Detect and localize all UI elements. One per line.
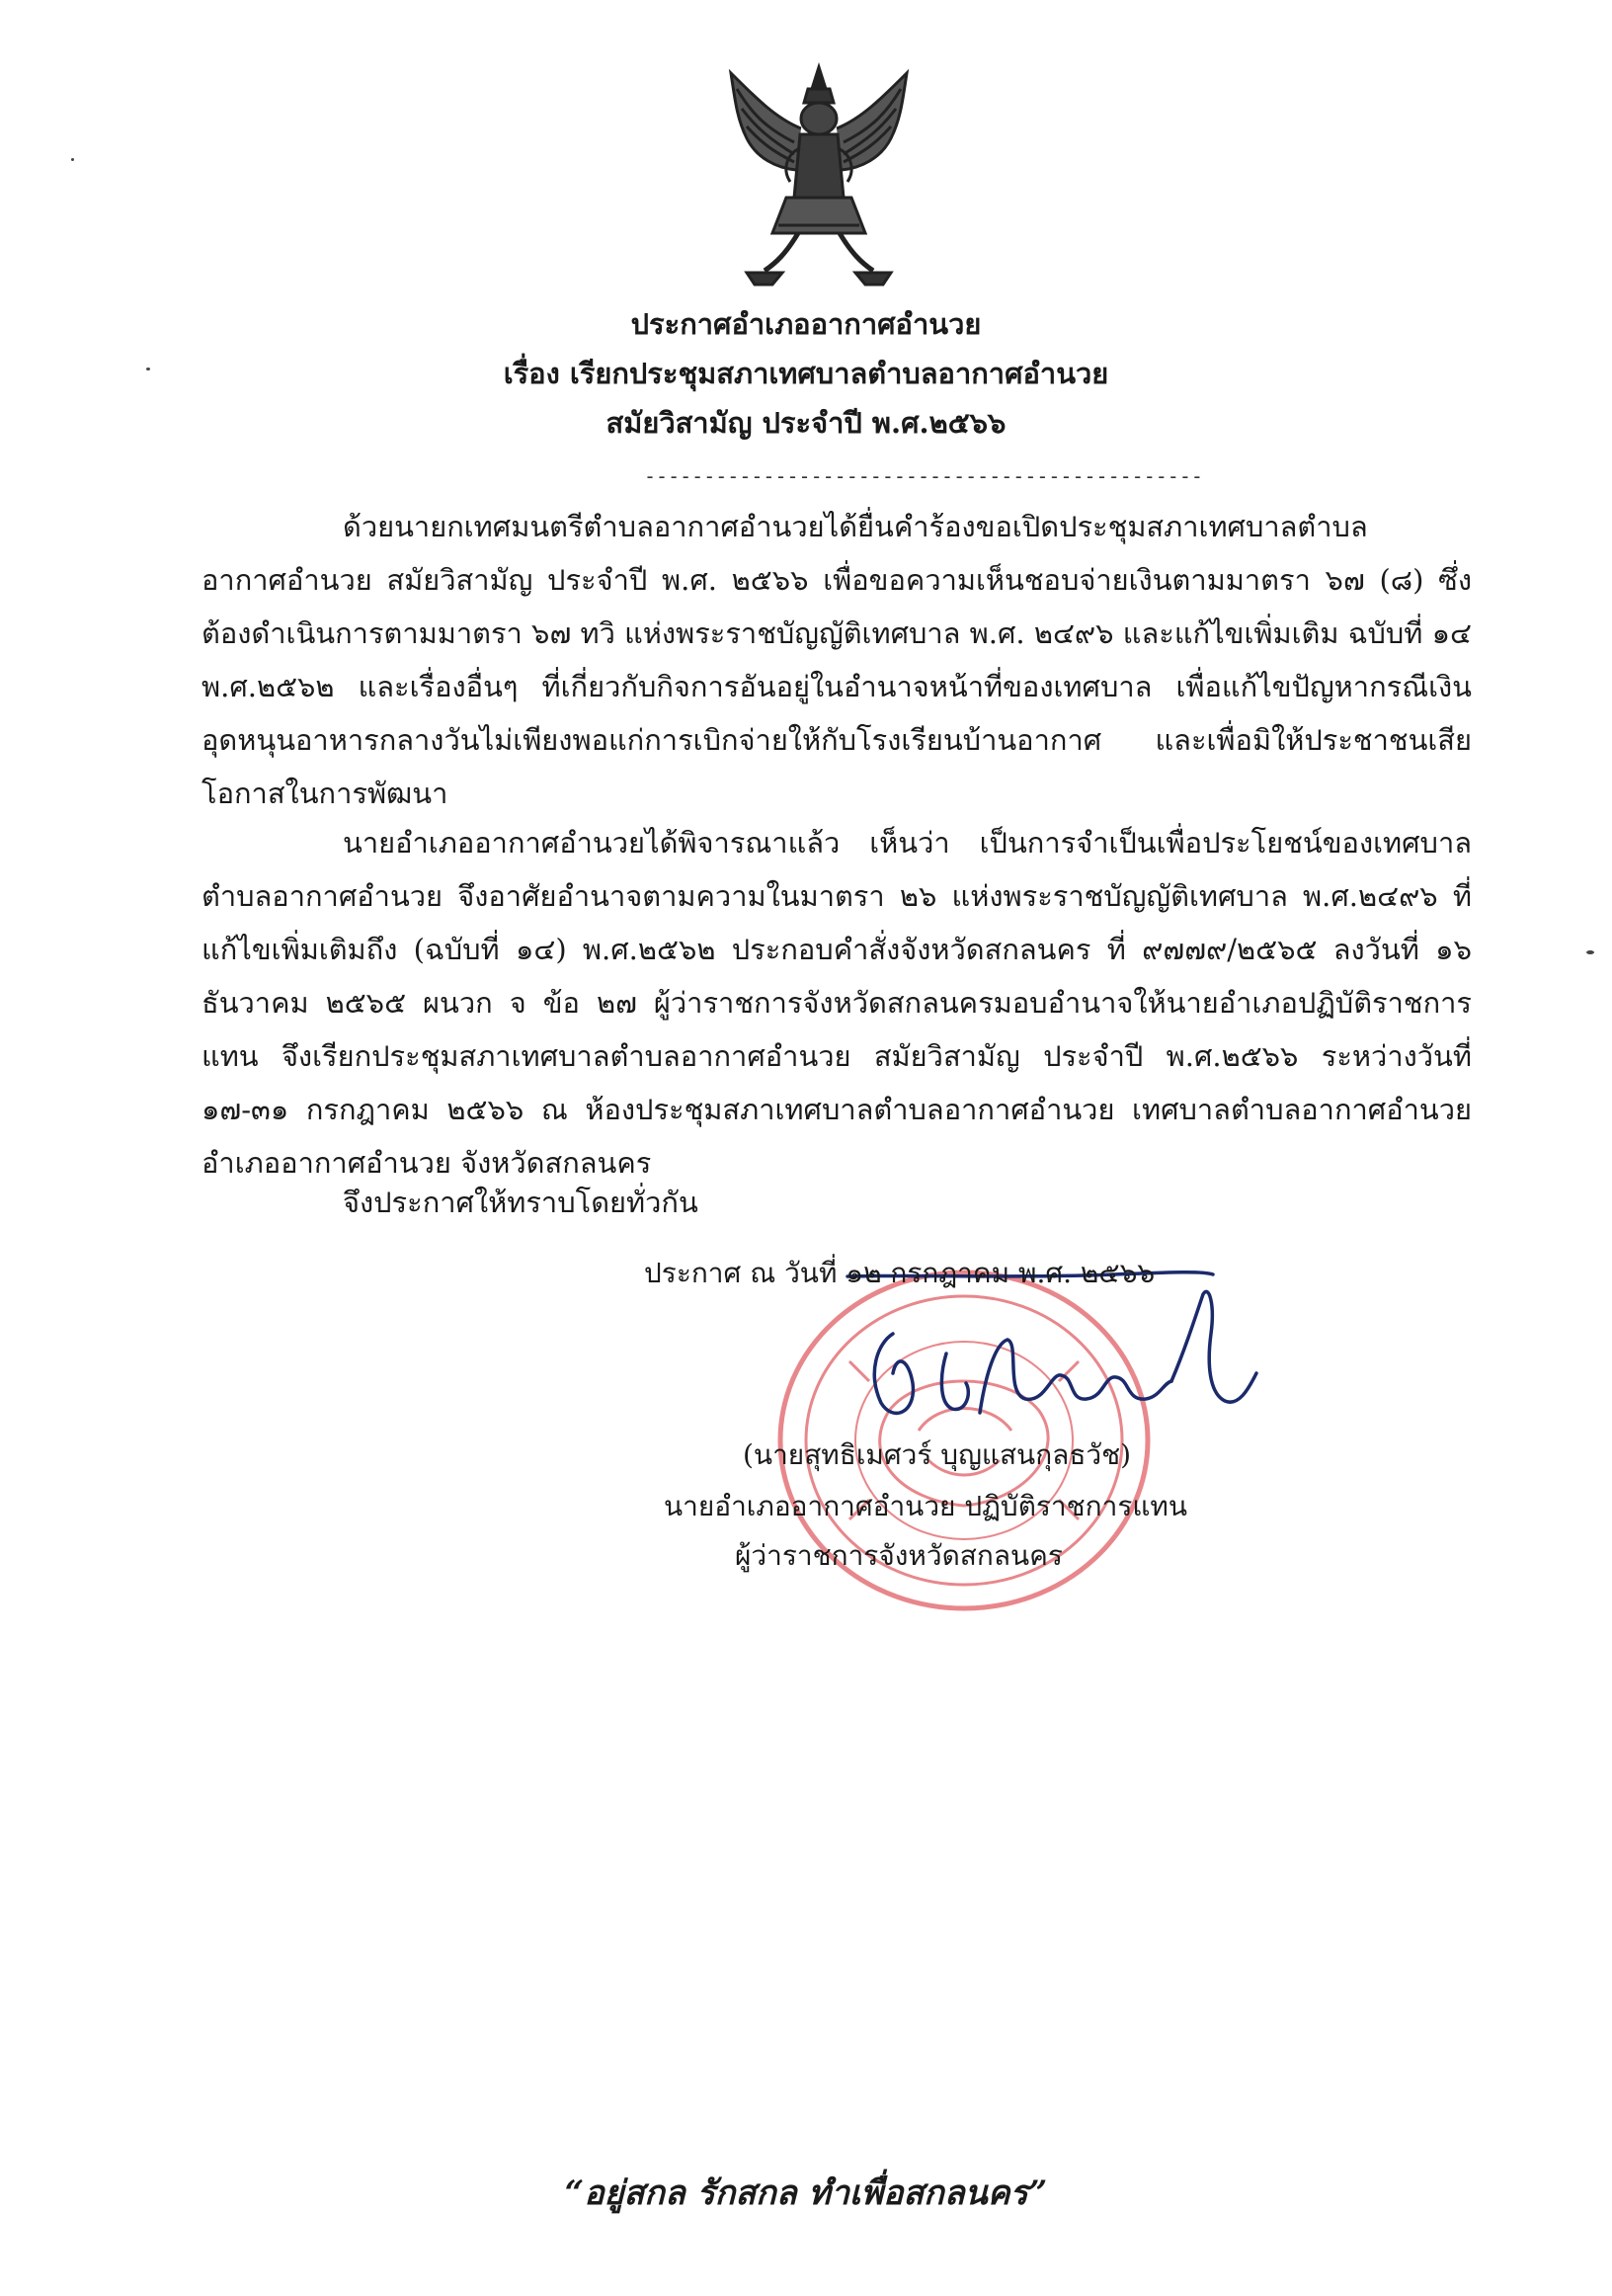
signer-position-line-2: ผู้ว่าราชการจังหวัดสกลนคร — [735, 1539, 1063, 1572]
garuda-emblem-icon — [717, 59, 921, 294]
heading-divider: ----------------------------------------------- — [644, 464, 1203, 488]
announcement-date: ประกาศ ณ วันที่ ๑๒ กรกฎาคม พ.ศ. ๒๕๖๖ — [644, 1257, 1156, 1289]
announcement-subject: เรื่อง เรียกประชุมสภาเทศบาลตำบลอากาศอำนวย — [503, 357, 1109, 390]
body-paragraph-2: นายอำเภออากาศอำนวยได้พิจารณาแล้ว เห็นว่า เป็นการจำเป็นเพื่อประโยชน์ของเทศบาลตำบลอากาศอำนวย จึงอาศัยอำนาจตามความในมาตรา ๒๖ แห่งพระราชบัญญัติเทศบาล พ.ศ.๒๔๙๖ ที่แก้ไขเพิ่มเติมถึง (ฉบับที่ ๑๔) พ.ศ.๒๕๖๒ ประกอบคำสั่งจังหวัดสกลนคร ที่ ๙๗๗๙/๒๕๖๕ ลงวันที่ ๑๖ ธันวาคม ๒๕๖๕ ผนวก จ ข้อ ๒๗ ผู้ว่าราชการจังหวัดสกลนครมอบอำนาจให้นายอำเภอปฏิบัติราชการแทน จึงเรียกประชุมสภาเทศบาลตำบลอากาศอำนวย สมัยวิสามัญ ประจำปี พ.ศ.๒๕๖๖ ระหว่างวันที่ ๑๗-๓๑ กรกฎาคม ๒๕๖๖ ณ ห้องประชุมสภาเทศบาลตำบลอากาศอำนวย เทศบาลตำบลอากาศอำนวย อำเภออากาศอำนวย จังหวัดสกลนคร — [202, 826, 1472, 1180]
scan-speck — [71, 158, 74, 161]
announcement-title: ประกาศอำเภออากาศอำนวย — [630, 307, 982, 341]
body-paragraph-1: ด้วยนายกเทศมนตรีตำบลอากาศอำนวยได้ยื่นคำร้องขอเปิดประชุมสภาเทศบาลตำบลอากาศอำนวย สมัยวิสามัญ ประจำปี พ.ศ. ๒๕๖๖ เพื่อขอความเห็นชอบจ่ายเงินตามมาตรา ๖๗ (๘) ซึ่งต้องดำเนินการตามมาตรา ๖๗ ทวิ แห่งพระราชบัญญัติเทศบาล พ.ศ. ๒๔๙๖ และแก้ไขเพิ่มเติม ฉบับที่ ๑๔ พ.ศ.๒๕๖๒ และเรื่องอื่นๆ ที่เกี่ยวกับกิจการอันอยู่ในอำนาจหน้าที่ของเทศบาล เพื่อแก้ไขปัญหากรณีเงินอุดหนุนอาหารกลางวันไม่เพียงพอแก่การเบิกจ่ายให้กับโรงเรียนบ้านอากาศ และเพื่อมิให้ประชาชนเสียโอกาสในการพัฒนา — [202, 510, 1472, 810]
signer-position-line-1: นายอำเภออากาศอำนวย ปฏิบัติราชการแทน — [664, 1490, 1188, 1522]
body-paragraph-3: จึงประกาศให้ทราบโดยทั่วกัน — [343, 1186, 698, 1219]
footer-slogan: “อยู่สกล รักสกล ทำเพื่อสกลนคร” — [564, 2173, 1048, 2213]
scan-speck — [1586, 950, 1594, 954]
announcement-session: สมัยวิสามัญ ประจำปี พ.ศ.๒๕๖๖ — [605, 406, 1007, 440]
scan-speck — [146, 368, 150, 370]
signer-name: (นายสุทธิเมศวร์ บุญแสนกุลธวัช) — [743, 1438, 1132, 1471]
